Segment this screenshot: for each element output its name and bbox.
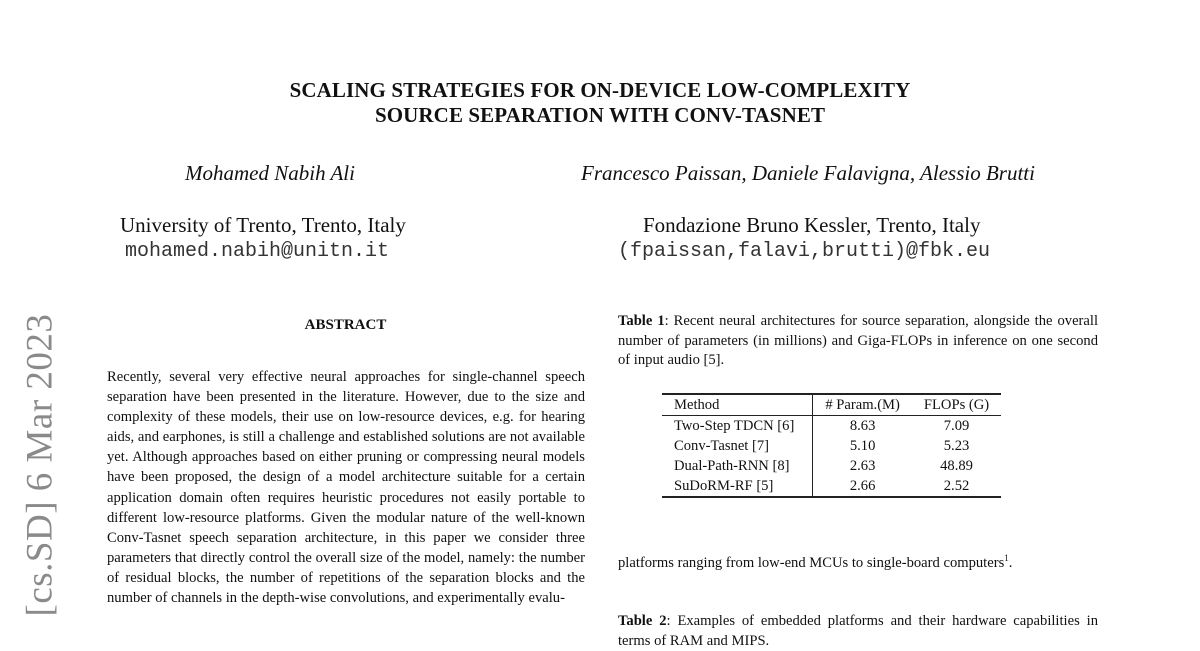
body-text-end: . — [1008, 554, 1013, 571]
table-header-method: Method — [662, 394, 813, 416]
table-cell-params: 5.10 — [849, 437, 876, 454]
table-cell-flops: 2.52 — [943, 477, 970, 494]
table-cell-flops: 7.09 — [943, 417, 970, 434]
table-cell-params: 8.63 — [849, 417, 876, 434]
table-cell-method: Two-Step TDCN [6] — [662, 416, 813, 437]
title-line-1: SCALING STRATEGIES FOR ON-DEVICE LOW-COMPLEXITY — [289, 78, 911, 102]
table-cell-method: Dual-Path-RNN [8] — [662, 456, 813, 476]
table2-caption — [618, 612, 1098, 651]
table-cell-flops: 48.89 — [940, 457, 973, 474]
affiliation-left: University of Trento, Trento, Italy — [120, 213, 406, 237]
author-right: Francesco Paissan, Daniele Falavigna, Alessio Brutti — [581, 161, 1035, 185]
footnote-mark: 1 — [1004, 553, 1009, 563]
email-right: (fpaissan,falavi,brutti)@fbk.eu — [618, 240, 991, 263]
table2-label: Table 2 — [618, 613, 667, 629]
title-line-2: SOURCE SEPARATION WITH CONV-TASNET — [374, 103, 826, 127]
table-row — [662, 436, 1001, 456]
body-text-line — [618, 553, 1012, 572]
table1-caption-text: : Recent neural architectures for source separation, alongside the overall number of parameters (in millions) and Giga-FLOPs in inference on one second of input audio [5]. — [618, 313, 1098, 368]
table-cell-flops: 5.23 — [943, 437, 970, 454]
body-text: platforms ranging from low-end MCUs to single-board computers — [618, 554, 1005, 571]
author-left: Mohamed Nabih Ali — [185, 161, 355, 185]
table-cell-method: SuDoRM-RF [5] — [662, 476, 813, 497]
table-cell-params: 2.66 — [849, 477, 876, 494]
paper-title — [0, 78, 1200, 128]
table1-caption — [618, 312, 1098, 371]
table1 — [662, 393, 1001, 498]
table-cell-params: 2.63 — [849, 457, 876, 474]
affiliation-right: Fondazione Bruno Kessler, Trento, Italy — [643, 213, 981, 237]
abstract-body: Recently, several very effective neural approaches for single-channel speech separation have been presented in the literature. However, due to the size and complexity of these models, their use on low-resource devices, e.g. for hearing aids, and earphones, is still a challenge and established solutions are not available yet. Although approaches based on either pruning or compressing neural models have been proposed, the design of a model architecture suitable for a certain application domain often requires heuristic procedures not easily portable to different low-resource platforms. Given the modular nature of the well-known Conv-Tasnet speech separation architecture, in this paper we consider three parameters that directly control the overall size of the model, namely: the number of residual blocks, the number of repetitions of the separation blocks and the number of channels in the depth-wise convolutions, and experimentally evalu- — [107, 369, 585, 607]
abstract-heading: ABSTRACT — [304, 317, 387, 333]
table-row — [662, 416, 1001, 437]
table-header-row — [662, 394, 1001, 416]
table2-caption-text: : Examples of embedded platforms and their hardware capabilities in terms of RAM and MIPS. — [618, 613, 1098, 649]
table-row — [662, 476, 1001, 497]
table-cell-method: Conv-Tasnet [7] — [662, 436, 813, 456]
table-header-params: # Param.(M) — [825, 396, 900, 413]
table1-label: Table 1 — [618, 313, 665, 329]
table-row — [662, 456, 1001, 476]
email-left: mohamed.nabih@unitn.it — [125, 240, 390, 263]
table-header-flops: FLOPs (G) — [923, 396, 990, 413]
arxiv-stamp: [cs.SD] 6 Mar 2023 — [19, 313, 61, 617]
